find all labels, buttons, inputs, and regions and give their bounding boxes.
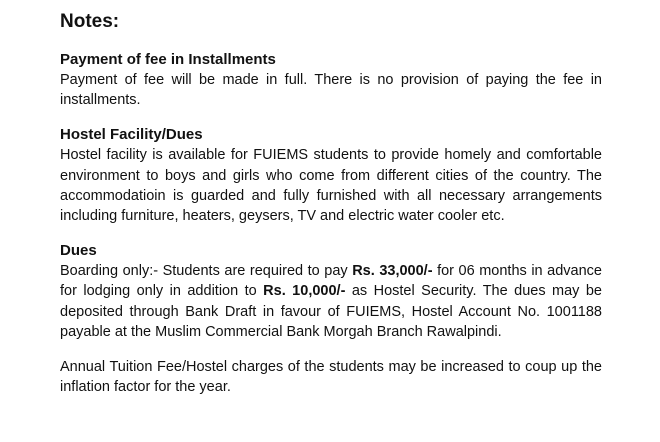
installments-section bbox=[60, 50, 602, 110]
installments-heading: Payment of fee in Installments bbox=[60, 51, 276, 68]
hostel-heading: Hostel Facility/Dues bbox=[60, 126, 203, 144]
notes-title: Notes: bbox=[60, 11, 120, 32]
hostel-section bbox=[60, 125, 602, 226]
dues-heading: Dues bbox=[60, 242, 97, 260]
dues-text-part1: Boarding only:- Students are required to pay bbox=[60, 263, 353, 280]
dues-text bbox=[60, 261, 602, 342]
dues-text-part3: as Hostel Security. The dues may be deposited through Bank Draft in favour of FUIEMS, Hostel Account No. 1001188 payable at the Muslim Commercial Bank Morgah Branch Rawalpindi. bbox=[60, 283, 602, 340]
dues-section bbox=[60, 241, 602, 342]
dues-amount-security: Rs. 10,000/- bbox=[263, 283, 346, 300]
closing-text: Annual Tuition Fee/Hostel charges of the students may be increased to coup up the inflation factor for the year. bbox=[60, 359, 602, 396]
dues-amount-boarding: Rs. 33,000/- bbox=[352, 263, 433, 280]
hostel-text: Hostel facility is available for FUIEMS students to provide homely and comfortable environment to boys and girls who come from different cities of the country. The accommodatioin is guarded and fully furnished with all necessary arrangements including furniture, heaters, geysers, TV and electric water cooler etc. bbox=[60, 147, 602, 225]
installments-text: Payment of fee will be made in full. There is no provision of paying the fee in installments. bbox=[60, 72, 602, 109]
dues-text-part2: for 06 months in advance for lodging only in addition to bbox=[60, 263, 602, 300]
closing-section bbox=[60, 357, 602, 397]
